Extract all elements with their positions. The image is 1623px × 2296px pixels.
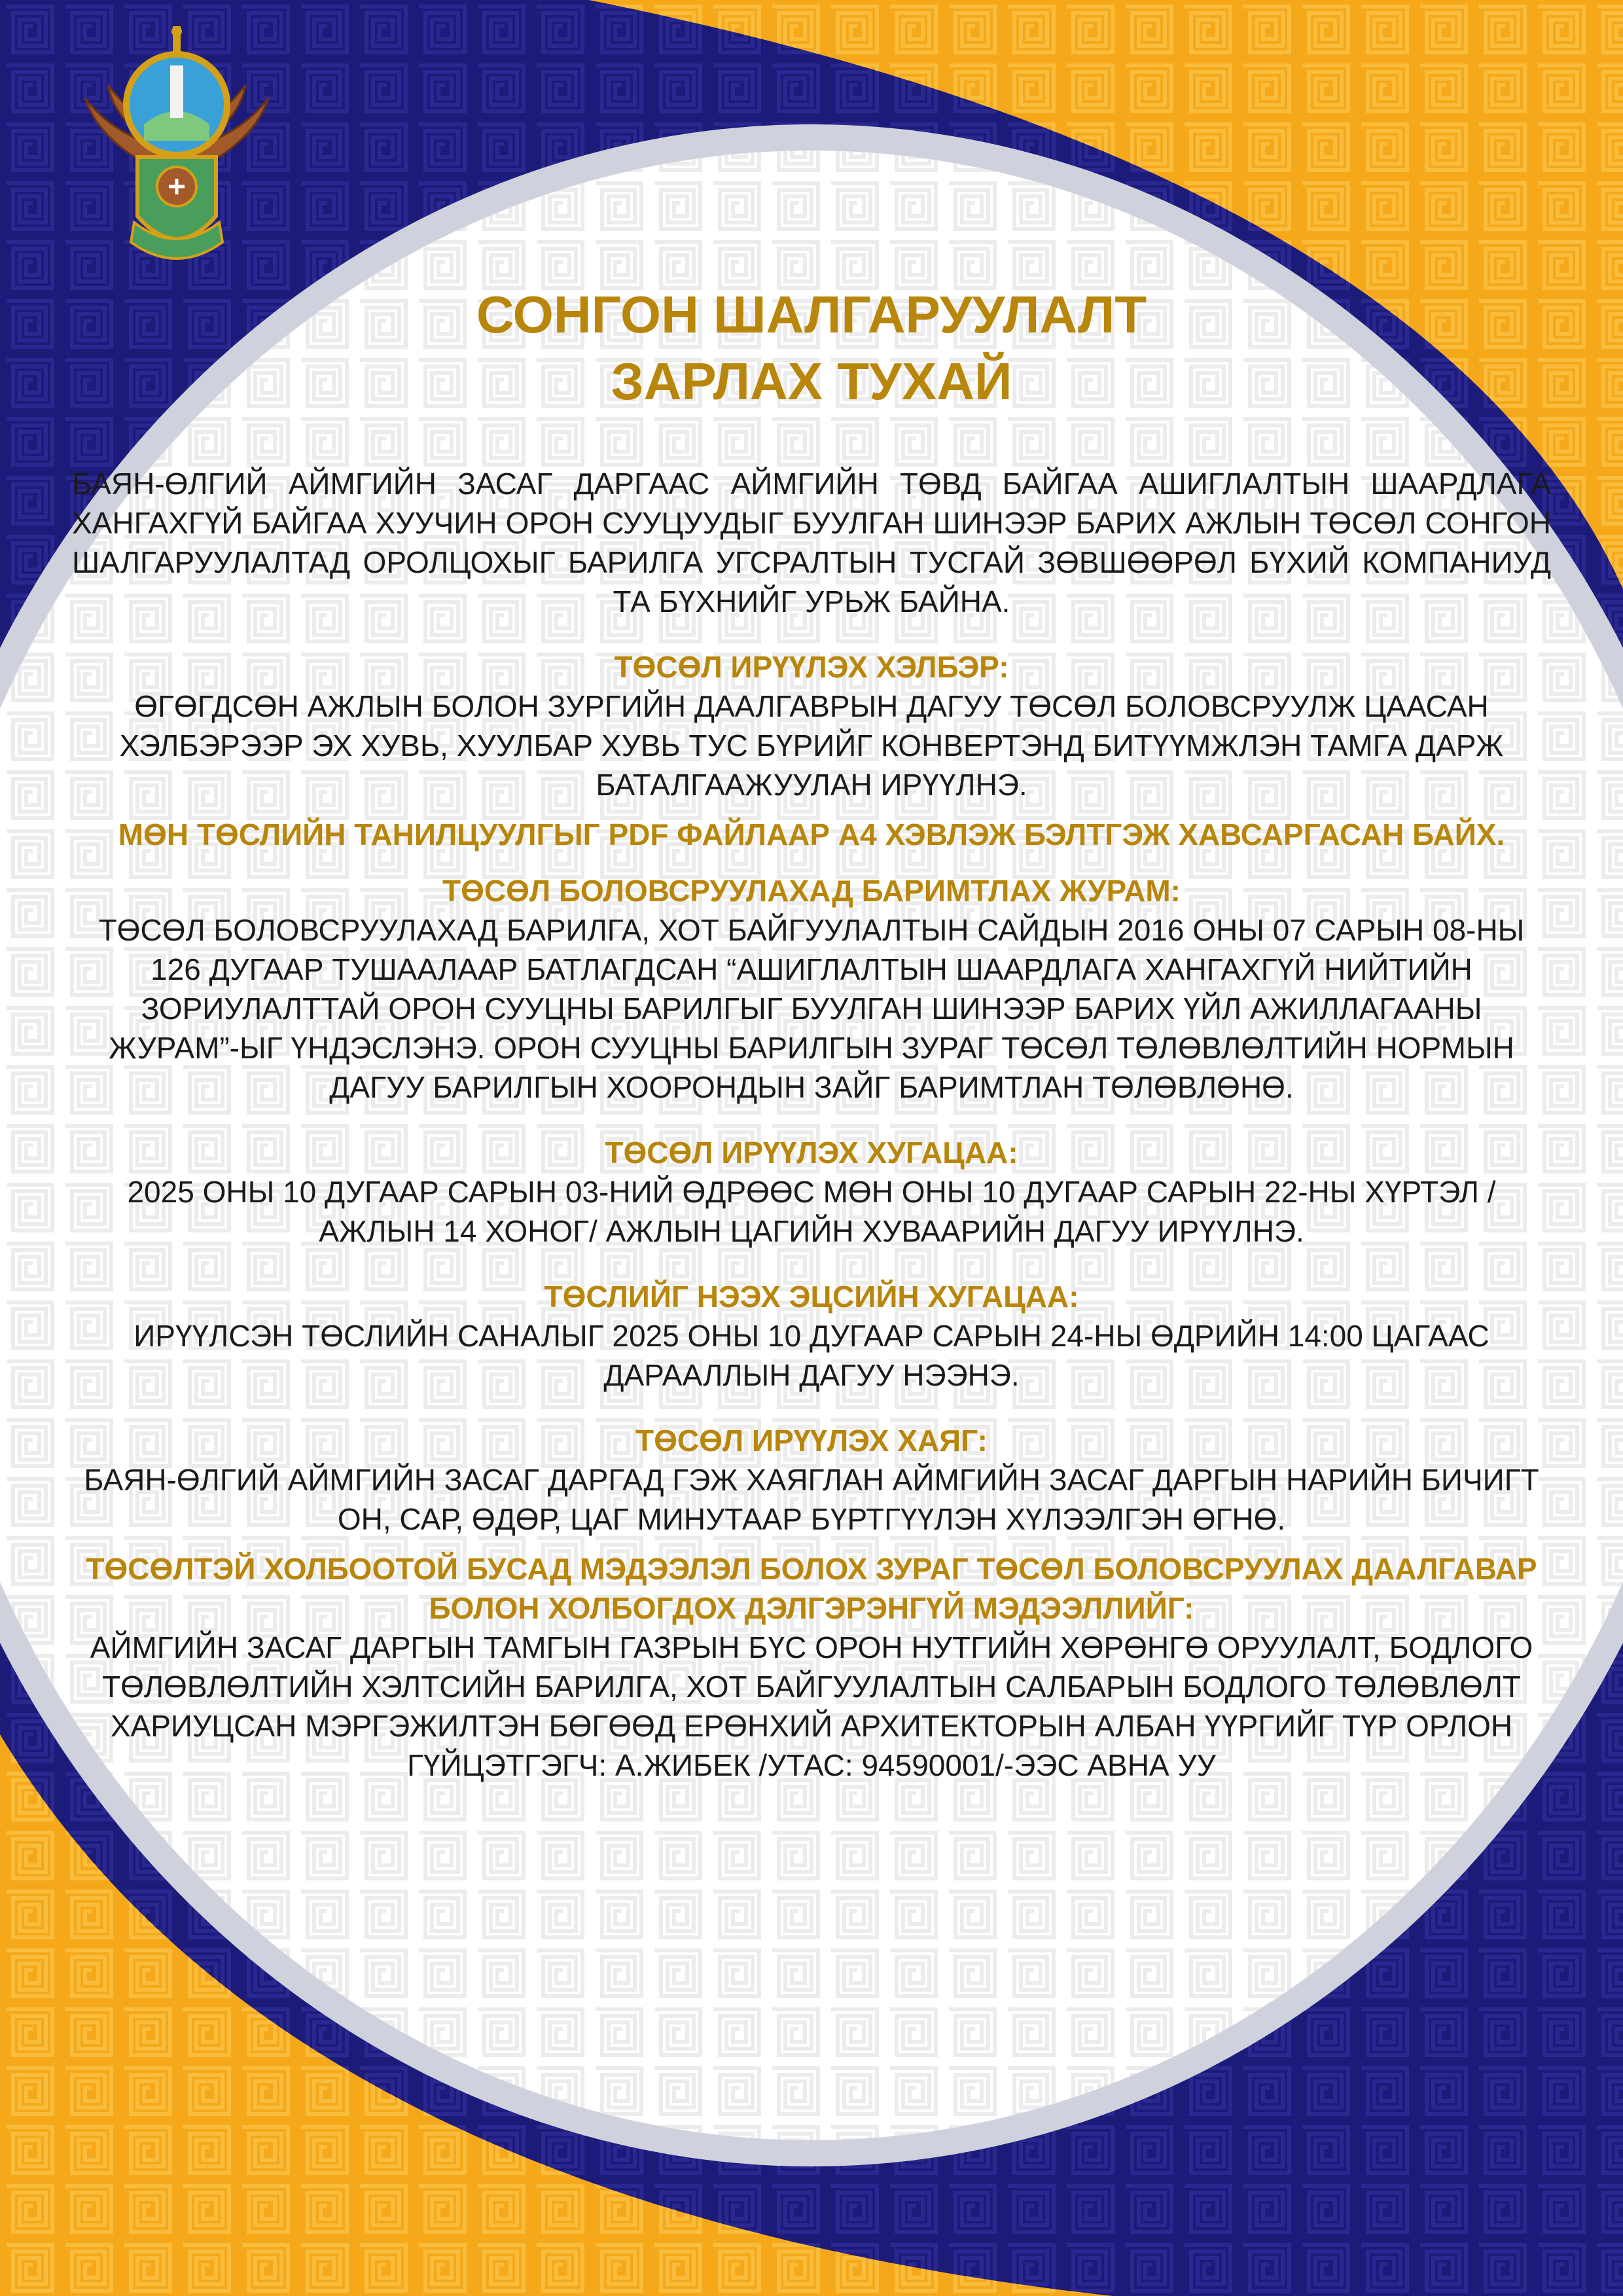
section-heading-submission-format: ТӨСӨЛ ИРҮҮЛЭХ ХЭЛБЭР: <box>614 650 1009 684</box>
section-heading-address: ТӨСӨЛ ИРҮҮЛЭХ ХАЯГ: <box>635 1424 988 1458</box>
title-line-2: ЗАРЛАХ ТУХАЙ <box>611 352 1012 410</box>
section-body-address: БАЯН-ӨЛГИЙ АЙМГИЙН ЗАСАГ ДАРГАД ГЭЖ ХАЯГЛАН АЙМГИЙН ЗАСАГ ДАРГЫН НАРИЙН БИЧИГТ ОН, САР, ӨДӨР, ЦАГ МИНУТААР БҮРТГҮҮЛЭН ХҮЛЭЭЛГЭН ӨГНӨ. <box>84 1463 1539 1536</box>
section-note-pdf: МӨН ТӨСЛИЙН ТАНИЛЦУУЛГЫГ PDF ФАЙЛААР А4 ХЭВЛЭЖ БЭЛТГЭЖ ХАВСАРГАСАН БАЙХ. <box>118 817 1505 852</box>
section-heading-contact: ТӨСӨЛТЭЙ ХОЛБООТОЙ БУСАД МЭДЭЭЛЭЛ БОЛОХ ЗУРАГ ТӨСӨЛ БОЛОВСРУУЛАХ ДААЛГАВАР БОЛОН ХОЛБОГДОХ ДЭЛГЭРЭНГҮЙ МЭДЭЭЛЛИЙГ: <box>86 1552 1537 1625</box>
section-heading-opening: ТӨСЛИЙГ НЭЭХ ЭЦСИЙН ХУГАЦАА: <box>544 1280 1079 1314</box>
section-heading-rules: ТӨСӨЛ БОЛОВСРУУЛАХАД БАРИМТЛАХ ЖУРАМ: <box>442 874 1181 908</box>
title-line-1: СОНГОН ШАЛГАРУУЛАЛТ <box>476 285 1147 344</box>
section-heading-deadline: ТӨСӨЛ ИРҮҮЛЭХ ХУГАЦАА: <box>605 1136 1018 1170</box>
section-body-submission-format: ӨГӨГДСӨН АЖЛЫН БОЛОН ЗУРГИЙН ДААЛГАВРЫН ДАГУУ ТӨСӨЛ БОЛОВСРУУЛЖ ЦААСАН ХЭЛБЭРЭЭР ЭХ ХУВЬ, ХУУЛБАР ХУВЬ ТУС БҮРИЙГ КОНВЕРТЭНД БИТҮҮМЖЛЭН ТАМГА ДАРЖ БАТАЛГААЖУУЛАН ИРҮҮЛНЭ. <box>119 689 1504 802</box>
section-body-contact: АЙМГИЙН ЗАСАГ ДАРГЫН ТАМГЫН ГАЗРЫН БҮС ОРОН НУТГИЙН ХӨРӨНГӨ ОРУУЛАЛТ, БОДЛОГО ТӨЛӨВЛӨЛТИЙН ХЭЛТСИЙН БАРИЛГА, ХОТ БАЙГУУЛАЛТЫН САЛБАРЫН БОДЛОГО ТӨЛӨВЛӨЛТ ХАРИУЦСАН МЭРГЭЖИЛТЭН БӨГӨӨД ЕРӨНХИЙ АРХИТЕКТОРЫН АЛБАН ҮҮРГИЙГ ТҮР ОРЛОН ГҮЙЦЭТГЭГЧ: А.ЖИБЕК /УТАС: 94590001/-ЭЭС АВНА УУ <box>90 1630 1533 1782</box>
page-title <box>72 281 1551 415</box>
intro-paragraph: БАЯН-ӨЛГИЙ АЙМГИЙН ЗАСАГ ДАРГААС АЙМГИЙН ТӨВД БАЙГАА АШИГЛАЛТЫН ШААРДЛАГА ХАНГАХГҮЙ БАЙГАА ХУУЧИН ОРОН СУУЦУУДЫГ БУУЛГАН ШИНЭЭР БАРИХ АЖЛЫН ТӨСӨЛ СОНГОН ШАЛГАРУУЛАЛТАД ОРОЛЦОХЫГ БАРИЛГА УГСРАЛТЫН ТУСГАЙ ЗӨВШӨӨРӨЛ БҮХИЙ КОМПАНИУД ТА БҮХНИЙГ УРЬЖ БАЙНА. <box>72 467 1551 619</box>
section-body-rules: ТӨСӨЛ БОЛОВСРУУЛАХАД БАРИЛГА, ХОТ БАЙГУУЛАЛТЫН САЙДЫН 2016 ОНЫ 07 САРЫН 08-НЫ 126 ДУГААР ТУШААЛААР БАТЛАГДСАН “АШИГЛАЛТЫН ШААРДЛАГА ХАНГАХГҮЙ НИЙТИЙН ЗОРИУЛАЛТТАЙ ОРОН СУУЦНЫ БАРИЛГЫГ БУУЛГАН ШИНЭЭР БАРИХ ҮЙЛ АЖИЛЛАГААНЫ ЖУРАМ”-ЫГ ҮНДЭСЛЭНЭ. ОРОН СУУЦНЫ БАРИЛГЫН ЗУРАГ ТӨСӨЛ ТӨЛӨВЛӨЛТИЙН НОРМЫН ДАГУУ БАРИЛГЫН ХООРОНДЫН ЗАЙГ БАРИМТЛАН ТӨЛӨВЛӨНӨ. <box>98 913 1525 1104</box>
section-body-opening: ИРҮҮЛСЭН ТӨСЛИЙН САНАЛЫГ 2025 ОНЫ 10 ДУГААР САРЫН 24-НЫ ӨДРИЙН 14:00 ЦАГААС ДАРААЛЛЫН ДАГУУ НЭЭНЭ. <box>134 1319 1489 1392</box>
section-body-deadline: 2025 ОНЫ 10 ДУГААР САРЫН 03-НИЙ ӨДРӨӨС МӨН ОНЫ 10 ДУГААР САРЫН 22-НЫ ХҮРТЭЛ /АЖЛЫН 14 ХОНОГ/ АЖЛЫН ЦАГИЙН ХУВААРИЙН ДАГУУ ИРҮҮЛНЭ. <box>127 1175 1496 1248</box>
announcement <box>72 281 1551 1811</box>
soyombo-eagle-emblem-icon <box>72 26 281 281</box>
